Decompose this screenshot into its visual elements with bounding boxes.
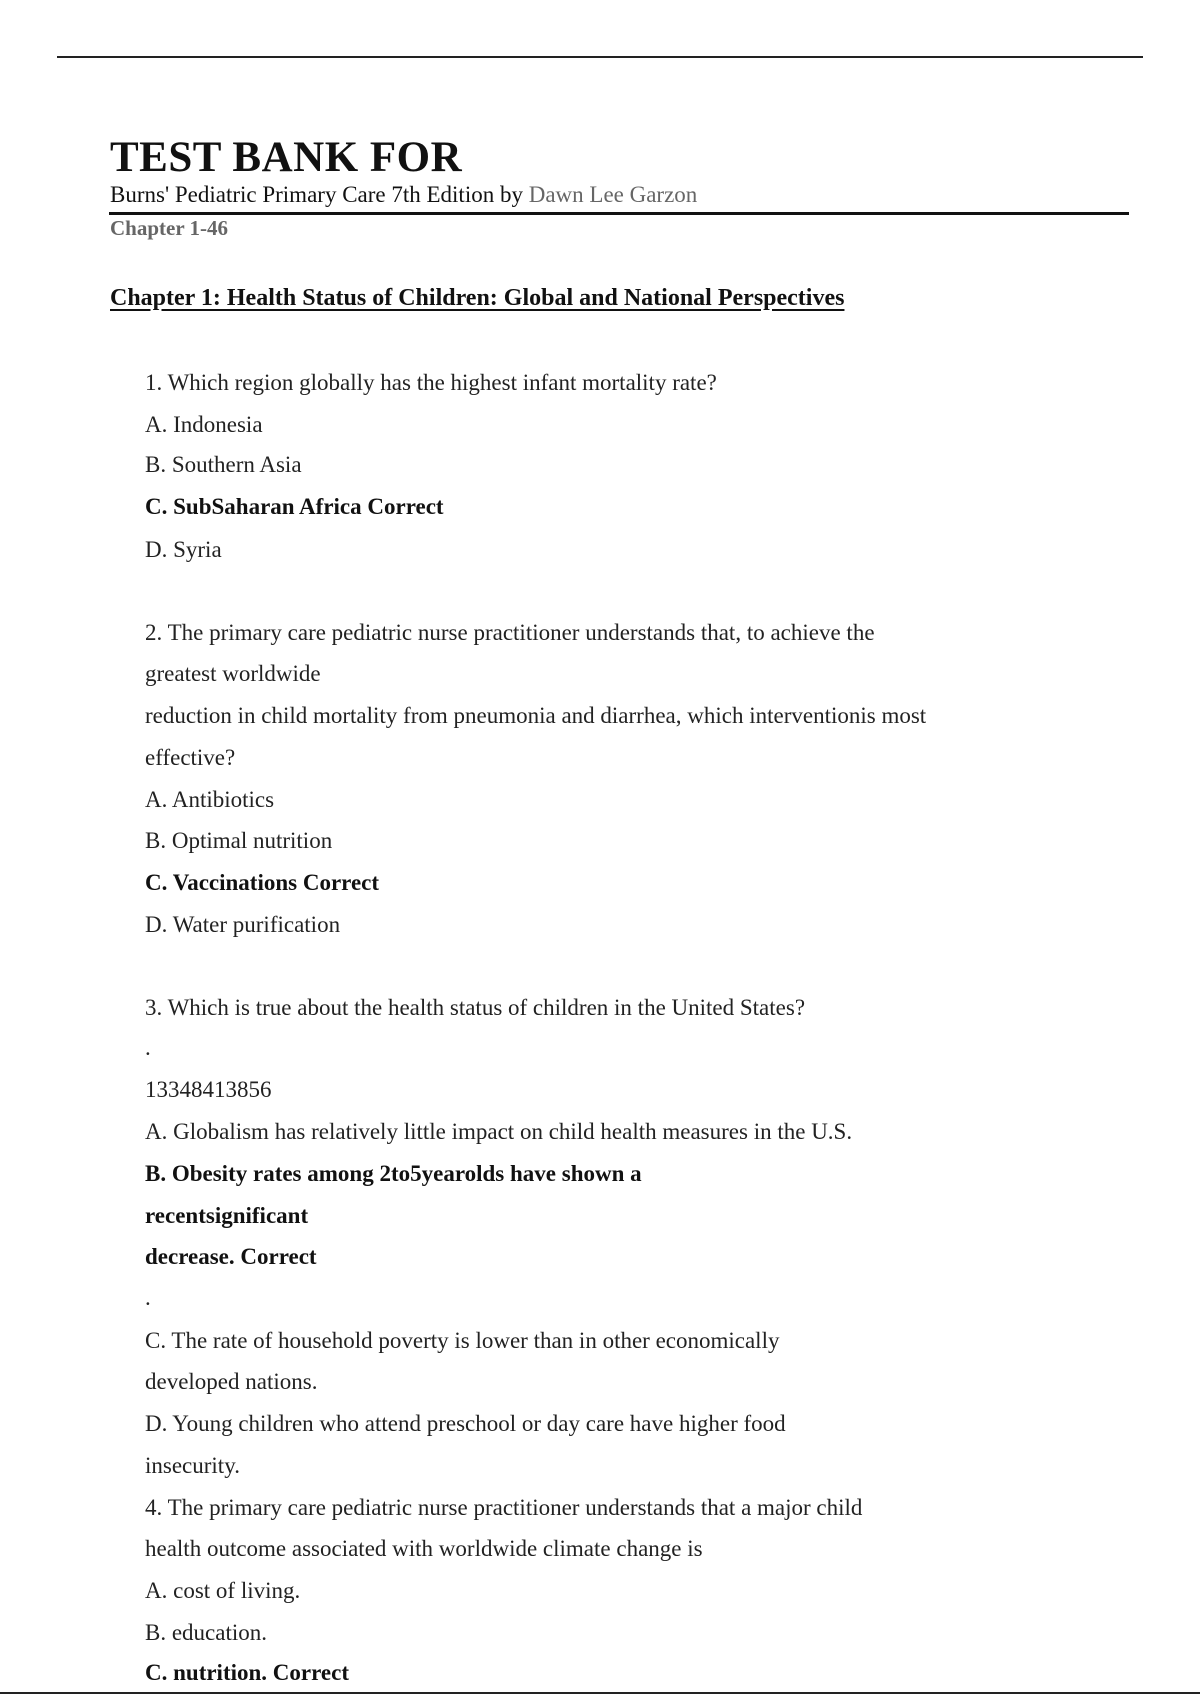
question-2-option-d: D. Water purification bbox=[145, 912, 341, 937]
question-2-option-a: A. Antibiotics bbox=[145, 787, 275, 812]
question-3-option-b-correct-line-3: decrease. Correct bbox=[145, 1244, 317, 1269]
question-3-number: 13348413856 bbox=[145, 1077, 272, 1102]
question-3-option-b-correct-line-1: B. Obesity rates among 2to5yearolds have shown a bbox=[145, 1161, 642, 1186]
bottom-rule bbox=[0, 1692, 1200, 1694]
chapter-range: Chapter 1-46 bbox=[110, 216, 229, 240]
chapter-heading: Chapter 1: Health Status of Children: Global and National Perspectives bbox=[110, 285, 845, 311]
question-3-option-c-line-1: C. The rate of household poverty is lower than in other economically bbox=[145, 1328, 780, 1353]
question-4-stem-line-1: 4. The primary care pediatric nurse practitioner understands that a major child bbox=[145, 1495, 863, 1520]
question-4-option-a: A. cost of living. bbox=[145, 1578, 301, 1603]
question-2-stem-line-4: effective? bbox=[145, 745, 236, 770]
question-3-option-c-line-2: developed nations. bbox=[145, 1369, 318, 1394]
document-title: TEST BANK FOR bbox=[110, 134, 463, 181]
question-3-option-d-line-1: D. Young children who attend preschool or day care have higher food bbox=[145, 1411, 786, 1436]
question-4-option-b: B. education. bbox=[145, 1620, 267, 1645]
book-title: Burns' Pediatric Primary Care 7th Edition by bbox=[110, 182, 523, 207]
book-subtitle bbox=[110, 182, 697, 208]
question-1-stem: 1. Which region globally has the highest infant mortality rate? bbox=[145, 370, 717, 395]
question-1-option-d: D. Syria bbox=[145, 537, 222, 562]
subtitle-rule bbox=[109, 212, 1129, 215]
question-4-option-c-correct: C. nutrition. Correct bbox=[145, 1660, 349, 1685]
question-1-option-c-correct: C. SubSaharan Africa Correct bbox=[145, 494, 444, 519]
question-2-stem-line-3: reduction in child mortality from pneumonia and diarrhea, which interventionis most bbox=[145, 703, 927, 728]
question-2-option-c-correct: C. Vaccinations Correct bbox=[145, 870, 380, 895]
question-3-option-b-correct-line-2: recentsignificant bbox=[145, 1203, 309, 1228]
question-3-option-d-line-2: insecurity. bbox=[145, 1453, 240, 1478]
question-3-dot-1: . bbox=[145, 1035, 151, 1060]
question-3-option-a: A. Globalism has relatively little impact on child health measures in the U.S. bbox=[145, 1119, 853, 1144]
question-3-dot-2: . bbox=[145, 1285, 151, 1310]
question-1-option-a: A. Indonesia bbox=[145, 412, 263, 437]
question-1-option-b: B. Southern Asia bbox=[145, 452, 302, 477]
question-4-stem-line-2: health outcome associated with worldwide climate change is bbox=[145, 1536, 703, 1561]
question-3-stem: 3. Which is true about the health status of children in the United States? bbox=[145, 995, 806, 1020]
top-rule bbox=[57, 56, 1143, 58]
question-2-option-b: B. Optimal nutrition bbox=[145, 828, 333, 853]
question-2-stem-line-1: 2. The primary care pediatric nurse practitioner understands that, to achieve the bbox=[145, 620, 875, 645]
question-2-stem-line-2: greatest worldwide bbox=[145, 661, 321, 686]
author-name: Dawn Lee Garzon bbox=[528, 182, 698, 207]
